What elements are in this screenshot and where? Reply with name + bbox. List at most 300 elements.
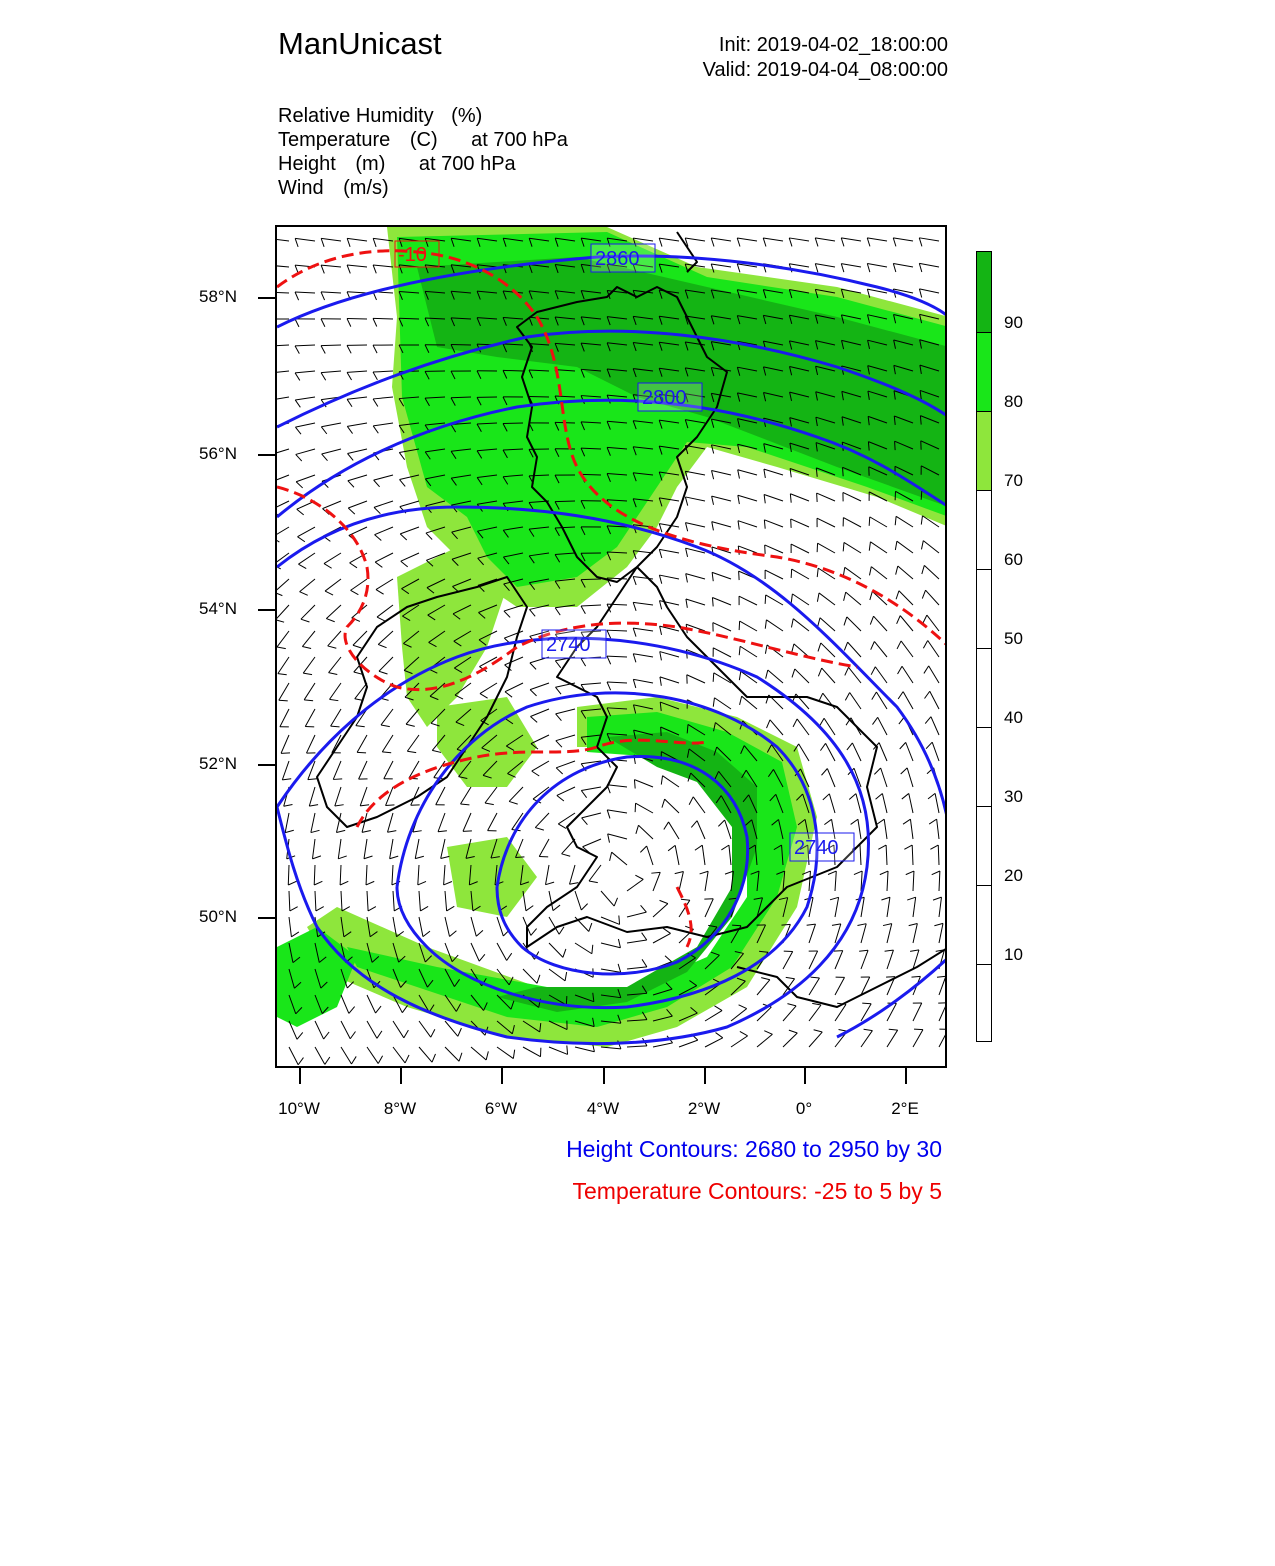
wind-barb-shaft xyxy=(636,803,653,813)
wind-barb-shaft xyxy=(923,541,939,553)
wind-barb-shaft xyxy=(841,238,861,241)
wind-barb-shaft xyxy=(939,1029,947,1047)
wind-barb-shaft xyxy=(815,238,835,241)
wind-barb-feather xyxy=(426,533,432,539)
wind-barb-shaft xyxy=(712,598,731,605)
wind-barb-shaft xyxy=(790,494,809,501)
wind-barb-feather xyxy=(738,470,740,479)
wind-barb-feather xyxy=(285,830,294,832)
wind-barb-feather xyxy=(347,399,352,406)
wind-barb-feather xyxy=(923,615,927,623)
lat-label-52n: 52°N xyxy=(199,754,237,773)
wind-barb-shaft xyxy=(792,569,809,579)
wind-barb-feather xyxy=(324,564,332,569)
wind-barb-shaft xyxy=(322,449,341,454)
wind-barb-shaft xyxy=(532,761,549,771)
wind-barb-shaft xyxy=(504,605,523,611)
wind-barb-feather xyxy=(824,819,831,824)
wind-barb-shaft xyxy=(653,1043,673,1047)
wind-barb-shaft xyxy=(338,839,341,859)
wind-barb-feather xyxy=(531,929,537,936)
wind-barb-feather xyxy=(348,481,354,488)
wind-barb-shaft xyxy=(764,469,783,475)
wind-barb-shaft xyxy=(277,449,289,455)
wind-barb-shaft xyxy=(712,496,731,501)
wind-barb-shaft xyxy=(295,371,315,373)
wind-barb-feather xyxy=(767,720,770,728)
wind-barb-shaft xyxy=(295,397,315,400)
wind-barb-shaft xyxy=(926,590,939,605)
wind-barb-shaft xyxy=(713,648,731,657)
wind-barb-shaft xyxy=(887,897,890,917)
wind-barb-shaft xyxy=(685,238,705,241)
wind-barb-feather xyxy=(765,620,766,629)
wind-barb-shaft xyxy=(659,601,679,605)
wind-barb-feather xyxy=(321,265,324,273)
wind-barb-shaft xyxy=(927,615,939,631)
init-time: Init: 2019-04-02_18:00:00 xyxy=(718,34,948,56)
colorbar-segment-10-20 xyxy=(977,885,991,964)
wind-barb-shaft xyxy=(295,238,315,241)
wind-barb-feather xyxy=(904,845,912,849)
wind-barb-feather xyxy=(789,1030,797,1033)
wind-barb-feather xyxy=(377,617,385,621)
wind-barb-feather xyxy=(633,577,636,585)
wind-barb-shaft xyxy=(627,967,647,969)
wind-barb-feather xyxy=(919,263,921,272)
wind-barb-shaft xyxy=(714,698,731,709)
wind-barb-feather xyxy=(535,828,544,831)
wind-barb-shaft xyxy=(325,579,341,591)
wind-barb-shaft xyxy=(441,839,445,859)
wind-barb-feather xyxy=(889,1029,898,1030)
wind-barb-feather xyxy=(867,238,870,247)
colorbar-label-90: 90 xyxy=(1004,313,1023,332)
wind-barb-shaft xyxy=(575,943,592,954)
wind-barb-feather xyxy=(922,590,925,598)
wind-barb-shaft xyxy=(878,717,887,735)
wind-barb-shaft xyxy=(360,787,367,806)
wind-barb-feather xyxy=(296,454,302,461)
wind-barb-shaft xyxy=(685,523,705,527)
wind-barb-feather xyxy=(589,923,592,931)
wind-barb-shaft xyxy=(795,669,809,683)
wind-barb-shaft xyxy=(768,670,783,683)
wind-barb-feather xyxy=(336,830,345,832)
wind-barb-shaft xyxy=(282,761,289,780)
wind-barb-shaft xyxy=(705,1011,722,1021)
wind-barb-feather xyxy=(589,881,598,883)
wind-barb-feather xyxy=(937,976,946,977)
lon-tick xyxy=(704,1068,706,1084)
wind-barb-feather xyxy=(919,238,922,247)
wind-barb-feather xyxy=(441,856,450,858)
wind-barb-shaft xyxy=(697,821,705,839)
field-wind-name: Wind xyxy=(278,177,324,199)
wind-barb-shaft xyxy=(858,819,861,839)
wind-barb-feather xyxy=(619,916,620,925)
wind-barb-feather xyxy=(329,673,338,675)
wind-barb-shaft xyxy=(612,852,627,865)
wind-barb-feather xyxy=(373,345,377,353)
wind-barb-shaft xyxy=(827,769,835,787)
wind-barb-shaft xyxy=(306,735,315,753)
wind-barb-feather xyxy=(461,804,470,805)
colorbar-label-40: 40 xyxy=(1004,708,1023,727)
lon-label-4w: 4°W xyxy=(586,1099,620,1118)
wind-barb-feather xyxy=(903,819,910,824)
wind-barb-feather xyxy=(291,932,298,937)
wind-barb-shaft xyxy=(557,787,575,795)
wind-barb-shaft xyxy=(295,292,315,293)
wind-barb-shaft xyxy=(659,238,679,241)
wind-barb-feather xyxy=(555,687,561,694)
wind-barb-shaft xyxy=(328,631,341,646)
wind-barb-shaft xyxy=(633,602,653,605)
wind-barb-shaft xyxy=(347,371,367,372)
wind-barb-feather xyxy=(373,238,376,246)
wind-barb-feather xyxy=(279,700,288,701)
wind-barb-feather xyxy=(288,881,296,885)
wind-barb-shaft xyxy=(581,474,601,475)
wind-barb-feather xyxy=(739,646,740,655)
wind-barb-feather xyxy=(556,768,562,774)
wind-barb-feather xyxy=(507,953,512,960)
wind-barb-shaft xyxy=(739,596,757,605)
wind-barb-feather xyxy=(526,906,533,911)
wind-barb-shaft xyxy=(820,618,835,631)
wind-barb-shaft xyxy=(556,709,575,714)
wind-barb-feather xyxy=(716,1033,723,1038)
wind-barb-shaft xyxy=(896,516,913,527)
wind-barb-feather xyxy=(898,692,903,699)
wind-barb-shaft xyxy=(669,822,679,839)
valid-time: Valid: 2019-04-04_08:00:00 xyxy=(702,59,948,81)
wind-barb-shaft xyxy=(373,371,393,372)
wind-barb-feather xyxy=(400,480,406,487)
wind-barb-feather xyxy=(374,507,380,513)
wind-barb-feather xyxy=(898,666,902,674)
wind-barb-feather xyxy=(303,673,312,674)
wind-barb-shaft xyxy=(277,579,289,592)
wind-barb-shaft xyxy=(809,1005,821,1021)
wind-barb-feather xyxy=(405,1055,409,1063)
wind-barb-shaft xyxy=(935,793,939,813)
colorbar-segment-70-80 xyxy=(977,411,991,490)
wind-barb-feather xyxy=(633,679,635,688)
wind-barb-feather xyxy=(895,541,897,550)
wind-barb-shaft xyxy=(331,709,341,726)
wind-barb-feather xyxy=(335,805,344,806)
wind-barb-shaft xyxy=(764,520,783,527)
wind-barb-feather xyxy=(297,1032,303,1039)
wind-barb-shaft xyxy=(852,743,861,761)
wind-barb-feather xyxy=(329,699,338,700)
wind-barb-shaft xyxy=(861,1031,872,1047)
wind-barb-shaft xyxy=(581,579,601,580)
wind-barb-shaft xyxy=(415,839,419,859)
colorbar-segment-20-30 xyxy=(977,806,991,885)
wind-barb-shaft xyxy=(765,545,783,553)
wind-barb-shaft xyxy=(899,591,913,605)
wind-barb-shaft xyxy=(382,735,393,752)
lat-tick xyxy=(258,917,275,919)
wind-barb-feather xyxy=(791,594,792,603)
wind-barb-feather xyxy=(642,933,647,940)
wind-barb-feather xyxy=(893,263,896,272)
wind-barb-feather xyxy=(857,924,866,926)
wind-barb-feather xyxy=(567,1046,568,1055)
wind-barb-shaft xyxy=(530,709,549,717)
wind-barb-feather xyxy=(347,345,351,353)
wind-barb-shaft xyxy=(791,519,809,527)
wind-barb-shaft xyxy=(348,449,367,453)
wind-barb-feather xyxy=(897,641,901,649)
wind-barb-shaft xyxy=(633,628,653,631)
wind-barb-feather xyxy=(811,977,820,978)
wind-barb-shaft xyxy=(850,693,861,709)
wind-barb-shaft xyxy=(549,891,553,911)
wind-barb-feather xyxy=(766,670,768,679)
wind-barb-shaft xyxy=(296,475,315,482)
wind-barb-shaft xyxy=(471,943,479,961)
wind-barb-feather xyxy=(661,776,662,785)
wind-barb-shaft xyxy=(305,709,315,726)
wind-barb-feather xyxy=(556,714,562,721)
wind-barb-shaft xyxy=(367,1047,378,1064)
wind-barb-shaft xyxy=(451,344,471,345)
wind-barb-feather xyxy=(659,549,661,558)
wind-barb-shaft xyxy=(471,917,476,936)
lon-label-10w: 10°W xyxy=(278,1099,320,1118)
wind-barb-feather xyxy=(386,805,395,806)
wind-barb-shaft xyxy=(887,924,892,943)
wind-barb-feather xyxy=(555,608,560,615)
wind-barb-feather xyxy=(340,881,348,885)
wind-barb-shaft xyxy=(686,574,705,579)
wind-barb-shaft xyxy=(406,709,419,724)
wind-barb-feather xyxy=(893,238,896,247)
wind-barb-feather xyxy=(415,856,424,858)
wind-barb-shaft xyxy=(419,917,423,937)
wind-barb-feather xyxy=(321,319,325,327)
wind-barb-shaft xyxy=(653,872,660,891)
wind-barb-feather xyxy=(324,1032,329,1039)
wind-barb-shaft xyxy=(817,518,835,527)
wind-barb-shaft xyxy=(388,813,393,832)
wind-barb-shaft xyxy=(693,797,705,813)
field-temp-unit: (C) xyxy=(409,129,438,151)
wind-barb-shaft xyxy=(349,527,367,535)
wind-barb-shaft xyxy=(341,1021,350,1039)
wind-barb-feather xyxy=(660,677,661,686)
wind-barb-feather xyxy=(328,646,337,648)
wind-barb-feather xyxy=(843,467,844,476)
wind-barb-shaft xyxy=(277,292,289,293)
wind-barb-shaft xyxy=(817,493,835,501)
wind-barb-feather xyxy=(546,882,555,885)
wind-barb-feather xyxy=(659,575,661,584)
wind-barb-feather xyxy=(881,897,889,900)
wind-barb-feather xyxy=(849,794,856,800)
colorbar-label-70: 70 xyxy=(1004,471,1023,490)
wind-barb-shaft xyxy=(821,643,835,657)
wind-barb-shaft xyxy=(359,761,367,779)
wind-barb-shaft xyxy=(379,657,393,671)
wind-barb-shaft xyxy=(663,776,679,787)
wind-barb-feather xyxy=(925,717,931,724)
wind-barb-feather xyxy=(844,642,847,650)
wind-barb-shaft xyxy=(463,813,471,831)
wind-barb-feather xyxy=(607,810,610,819)
wind-barb-shaft xyxy=(523,891,526,911)
wind-barb-feather xyxy=(737,238,740,247)
wind-barb-shaft xyxy=(321,423,341,427)
wind-barb-feather xyxy=(557,795,564,801)
wind-barb-shaft xyxy=(705,899,713,917)
wind-barb-feather xyxy=(928,793,935,798)
wind-barb-shaft xyxy=(874,616,887,631)
colorbar-label-30: 30 xyxy=(1004,787,1023,806)
wind-barb-feather xyxy=(350,563,357,568)
height-label-2860: 2860 xyxy=(595,248,640,270)
wind-barb-feather xyxy=(921,541,923,550)
wind-barb-feather xyxy=(532,771,539,776)
wind-barb-shaft xyxy=(861,950,868,969)
wind-barb-shaft xyxy=(575,891,581,910)
wind-barb-feather xyxy=(923,640,927,648)
wind-barb-shaft xyxy=(687,675,705,683)
wind-barb-feather xyxy=(388,831,397,833)
wind-barb-shaft xyxy=(321,345,341,346)
wind-barb-shaft xyxy=(562,839,575,854)
wind-barb-shaft xyxy=(924,565,939,579)
wind-barb-shaft xyxy=(702,845,705,865)
wind-barb-shaft xyxy=(373,265,393,267)
wind-barb-feather xyxy=(530,663,536,669)
wind-barb-feather xyxy=(284,805,293,807)
wind-barb-feather xyxy=(660,900,668,903)
wind-barb-feather xyxy=(689,797,693,805)
wind-barb-shaft xyxy=(879,743,887,761)
wind-barb-shaft xyxy=(373,397,393,399)
lat-label-50n: 50°N xyxy=(199,907,237,926)
wind-barb-shaft xyxy=(313,839,315,859)
wind-barb-feather xyxy=(807,924,816,925)
wind-barb-shaft xyxy=(418,865,419,885)
wind-barb-shaft xyxy=(665,799,679,813)
chart-title: ManUnicast xyxy=(278,26,442,61)
wind-barb-shaft xyxy=(679,871,683,891)
wind-barb-shaft xyxy=(792,594,809,605)
wind-barb-feather xyxy=(934,923,943,925)
wind-barb-feather xyxy=(765,645,767,654)
wind-barb-feather xyxy=(790,494,791,503)
wind-barb-shaft xyxy=(912,845,913,865)
wind-barb-shaft xyxy=(729,845,731,865)
lon-label-8w: 8°W xyxy=(383,1099,417,1118)
wind-barb-feather xyxy=(321,346,325,354)
wind-barb-shaft xyxy=(335,787,341,806)
temperature-label-minus10: -10 xyxy=(398,244,427,266)
wind-barb-feather xyxy=(869,542,870,551)
wind-barb-feather xyxy=(296,482,302,488)
wind-barb-feather xyxy=(870,616,873,624)
wind-barb-feather xyxy=(685,497,687,506)
wind-barb-shaft xyxy=(321,292,341,293)
wind-barb-feather xyxy=(348,453,354,460)
wind-barb-shaft xyxy=(277,631,289,647)
wind-barb-shaft xyxy=(711,238,731,241)
wind-barb-shaft xyxy=(929,666,939,683)
wind-barb-feather xyxy=(377,1031,382,1038)
wind-barb-feather xyxy=(618,939,620,948)
wind-barb-shaft xyxy=(583,839,601,847)
wind-barb-feather xyxy=(817,593,819,602)
wind-barb-feather xyxy=(636,825,639,834)
wind-barb-feather xyxy=(607,656,611,664)
wind-barb-shaft xyxy=(329,657,341,673)
wind-barb-feather xyxy=(347,372,352,380)
wind-barb-feather xyxy=(871,641,875,649)
wind-barb-shaft xyxy=(366,865,367,885)
wind-barb-shaft xyxy=(277,238,289,241)
wind-barb-feather xyxy=(438,831,447,832)
wind-barb-shaft xyxy=(582,813,601,818)
wind-barb-shaft xyxy=(375,553,393,562)
wind-barb-feather xyxy=(413,831,422,832)
wind-barb-feather xyxy=(298,564,306,568)
wind-barb-feather xyxy=(559,927,564,935)
wind-barb-feather xyxy=(633,628,636,636)
wind-barb-shaft xyxy=(685,471,705,475)
colorbar-segment-90-100 xyxy=(977,252,991,332)
lat-tick xyxy=(258,454,275,456)
wind-barb-shaft xyxy=(809,1032,822,1047)
wind-barb-shaft xyxy=(401,553,419,561)
wind-barb-shaft xyxy=(329,683,341,699)
wind-barb-feather xyxy=(738,521,739,530)
wind-barb-shaft xyxy=(376,579,393,590)
wind-barb-feather xyxy=(420,906,428,911)
wind-barb-feather xyxy=(900,742,906,749)
wind-barb-shaft xyxy=(712,470,731,475)
wind-barb-feather xyxy=(607,682,611,690)
wind-barb-feather xyxy=(871,667,875,675)
lon-tick xyxy=(501,1068,503,1084)
wind-barb-feather xyxy=(565,972,567,981)
wind-barb-feather xyxy=(295,319,299,327)
wind-barb-shaft xyxy=(321,238,341,241)
wind-barb-shaft xyxy=(861,924,866,943)
wind-barb-feather xyxy=(277,592,282,595)
wind-barb-feather xyxy=(321,427,326,434)
wind-barb-shaft xyxy=(738,470,757,475)
wind-barb-feather xyxy=(418,881,426,885)
wind-barb-feather xyxy=(761,978,770,980)
wind-barb-shaft xyxy=(277,371,289,373)
wind-barb-shaft xyxy=(826,743,835,761)
colorbar-segment-0-10 xyxy=(977,964,991,1043)
wind-barb-shaft xyxy=(384,761,393,779)
wind-barb-shaft xyxy=(393,1047,405,1063)
wind-barb-shaft xyxy=(627,940,647,943)
wind-barb-feather xyxy=(844,617,847,625)
wind-barb-feather xyxy=(883,924,892,926)
wind-barb-shaft xyxy=(843,492,861,501)
wind-barb-feather xyxy=(874,768,880,774)
wind-barb-shaft xyxy=(906,742,913,761)
